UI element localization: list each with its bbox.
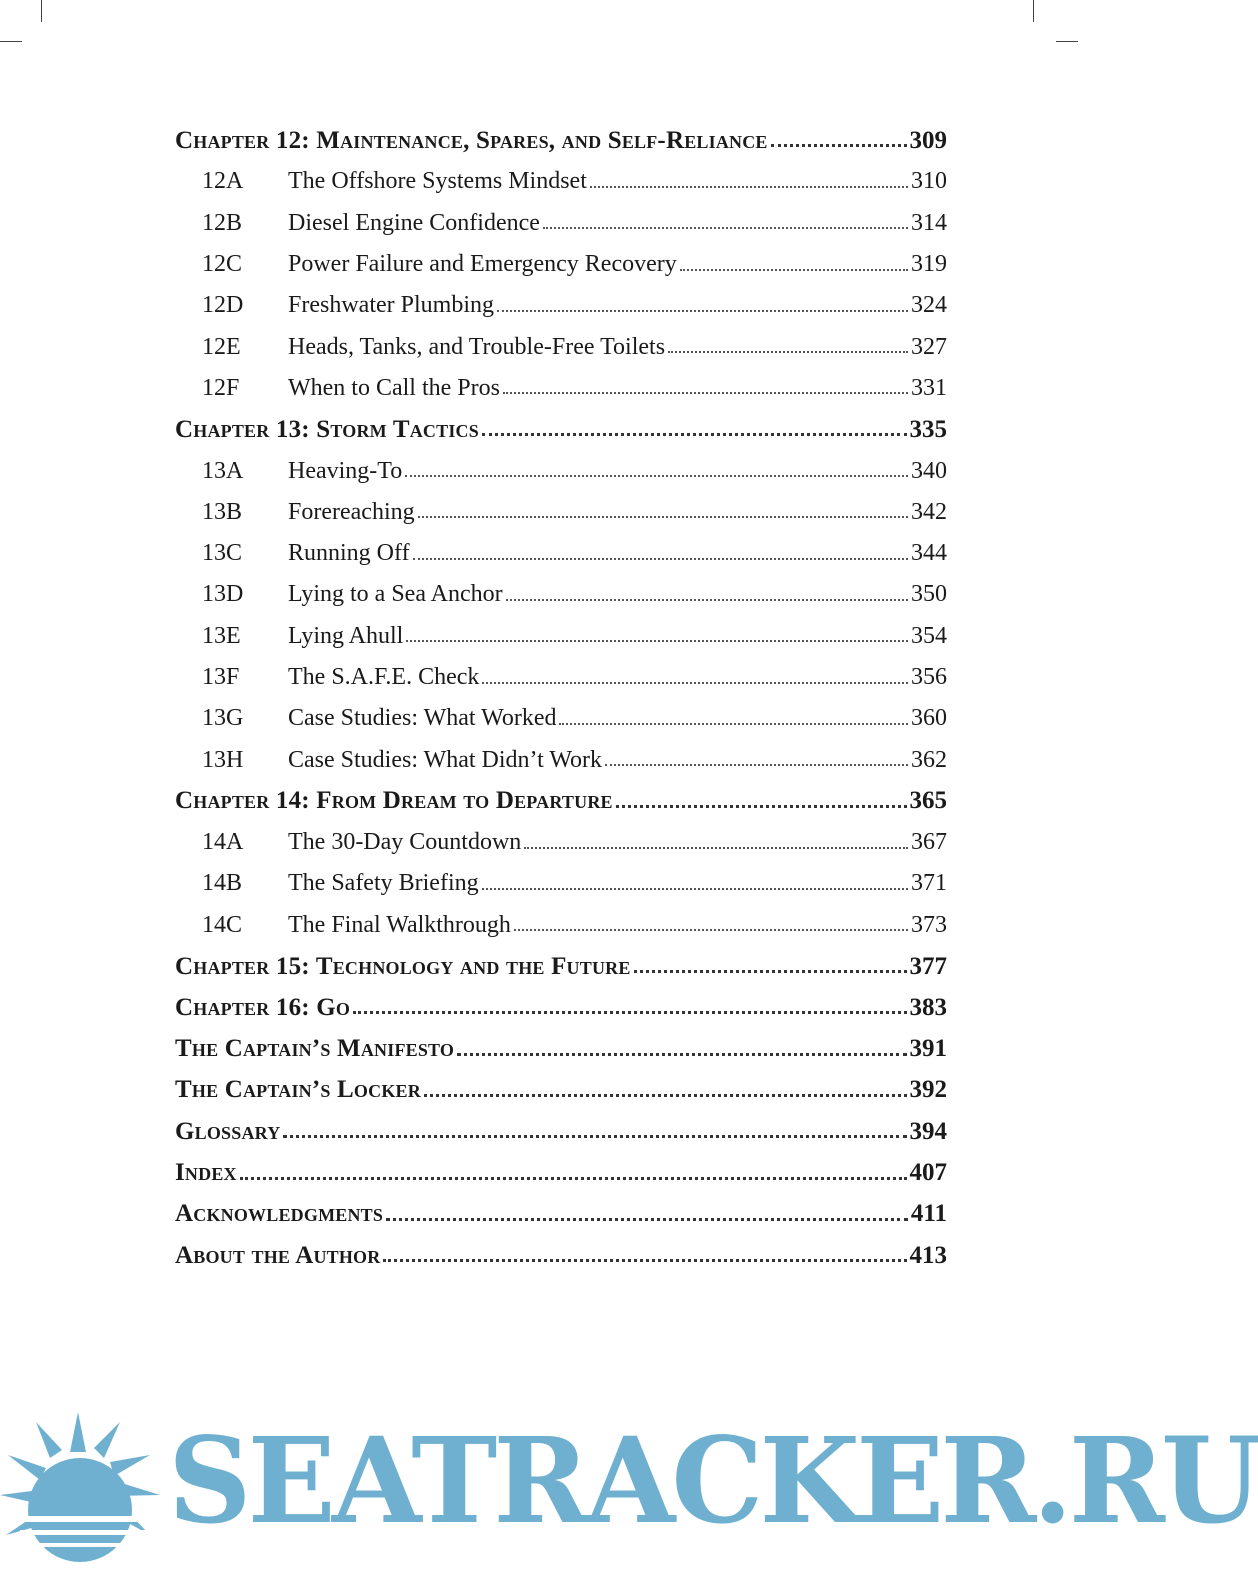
section-code: 14B (202, 870, 243, 897)
page-number: 407 (909, 1159, 947, 1187)
section-code: 13A (202, 457, 244, 484)
page-number: 335 (909, 415, 947, 443)
toc-section-entry[interactable] (175, 368, 947, 409)
page-number: 340 (911, 457, 947, 484)
toc-section-entry[interactable] (175, 285, 947, 326)
dot-leader (680, 269, 908, 271)
entry-title: Acknowledgments (175, 1200, 384, 1228)
section-code: 14A (202, 829, 244, 856)
dot-leader (514, 929, 908, 931)
sun-logo-icon (0, 1400, 170, 1573)
page-number: 362 (911, 746, 947, 773)
entry-title: Lying to a Sea Anchor (288, 581, 503, 608)
table-of-contents (175, 120, 947, 1276)
entry-title: Running Off (288, 540, 410, 567)
crop-mark (1056, 41, 1078, 42)
dot-leader (616, 805, 907, 808)
dot-leader (482, 682, 908, 684)
page-number: 411 (910, 1200, 947, 1228)
dot-leader (405, 475, 908, 477)
toc-section-entry[interactable] (175, 450, 947, 491)
page-number: 319 (911, 251, 947, 278)
toc-section-entry[interactable] (175, 492, 947, 533)
entry-title: The Captain’s Manifesto (175, 1035, 455, 1063)
dot-leader (503, 392, 908, 394)
entry-title: The S.A.F.E. Check (288, 664, 480, 690)
dot-leader (506, 599, 908, 601)
entry-title: Chapter 12: Maintenance, Spares, and Self-Reliance (175, 126, 768, 154)
toc-chapter-entry[interactable] (175, 120, 947, 161)
entry-title: Heaving-To (288, 457, 403, 484)
section-code: 13C (202, 540, 243, 567)
crop-mark (41, 0, 42, 22)
dot-leader (353, 1011, 906, 1014)
toc-chapter-entry[interactable] (175, 946, 947, 987)
dot-leader (482, 888, 908, 890)
entry-title: Chapter 15: Technology and the Future (175, 952, 631, 980)
toc-chapter-entry[interactable] (175, 1152, 947, 1193)
page-number: 354 (911, 622, 947, 649)
section-code: 13G (202, 705, 244, 732)
toc-chapter-entry[interactable] (175, 409, 947, 450)
page-number: 360 (911, 705, 947, 732)
section-code: 12C (202, 251, 243, 278)
page-number: 367 (911, 829, 947, 856)
crop-mark (1033, 0, 1034, 22)
page-number: 314 (911, 209, 947, 236)
page-number: 371 (911, 870, 947, 897)
crop-mark (0, 41, 22, 42)
section-code: 13E (202, 622, 241, 649)
entry-title: Lying Ahull (288, 622, 404, 649)
toc-chapter-entry[interactable] (175, 1111, 947, 1152)
toc-chapter-entry[interactable] (175, 1194, 947, 1235)
page-number: 327 (911, 333, 947, 360)
page-number: 392 (909, 1076, 947, 1104)
entry-title: The Final Walkthrough (288, 911, 511, 938)
entry-title: Chapter 13: Storm Tactics (175, 415, 479, 443)
section-code: 14C (202, 911, 243, 938)
toc-section-entry[interactable] (175, 203, 947, 244)
section-code: 12F (202, 374, 240, 401)
page-number: 331 (911, 374, 947, 401)
dot-leader (634, 970, 907, 973)
watermark (0, 1400, 1258, 1573)
entry-title: The Offshore Systems Mindset (288, 168, 587, 195)
page-number: 324 (911, 292, 947, 319)
page-number: 309 (909, 126, 947, 154)
dot-leader (559, 723, 908, 725)
toc-section-entry[interactable] (175, 739, 947, 780)
entry-title: The 30-Day Countdown (288, 829, 522, 856)
entry-title: Heads, Tanks, and Trouble-Free Toilets (288, 333, 666, 360)
entry-title: Diesel Engine Confidence (288, 209, 540, 236)
dot-leader (497, 310, 908, 312)
dot-leader (386, 1218, 908, 1221)
entry-title: About the Author (175, 1241, 381, 1269)
dot-leader (605, 764, 908, 766)
page-number: 413 (909, 1241, 947, 1269)
entry-title: Glossary (175, 1117, 281, 1145)
toc-section-entry[interactable] (175, 657, 947, 698)
section-code: 12B (202, 209, 243, 236)
section-code: 13D (202, 581, 244, 608)
dot-leader (668, 351, 908, 353)
section-code: 13F (202, 664, 240, 690)
section-code: 12E (202, 333, 241, 360)
entry-title: Freshwater Plumbing (288, 292, 494, 319)
page-number: 394 (909, 1117, 947, 1145)
watermark-text: SEATRACKER.RU (168, 1411, 1258, 1550)
page-number: 350 (911, 581, 947, 608)
toc-section-entry[interactable] (175, 822, 947, 863)
page-number: 342 (911, 498, 947, 525)
page-number: 373 (911, 911, 947, 938)
section-code: 12D (202, 292, 244, 319)
page-number: 383 (909, 993, 947, 1021)
entry-title: Chapter 16: Go (175, 993, 351, 1021)
toc-chapter-entry[interactable] (175, 1235, 947, 1276)
toc-section-entry[interactable] (175, 905, 947, 946)
toc-chapter-entry[interactable] (175, 1070, 947, 1111)
toc-chapter-entry[interactable] (175, 1029, 947, 1070)
dot-leader (590, 186, 908, 188)
dot-leader (524, 847, 908, 849)
page-number: 310 (911, 168, 947, 195)
toc-section-entry[interactable] (175, 161, 947, 202)
entry-title: Chapter 14: From Dream to Departure (175, 787, 613, 815)
toc-section-entry[interactable] (175, 244, 947, 285)
dot-leader (383, 1259, 906, 1262)
toc-chapter-entry[interactable] (175, 987, 947, 1028)
entry-title: When to Call the Pros (288, 374, 500, 401)
dot-leader (413, 558, 908, 560)
dot-leader (771, 144, 907, 147)
dot-leader (283, 1135, 906, 1138)
entry-title: The Safety Briefing (288, 870, 479, 897)
toc-section-entry[interactable] (175, 616, 947, 657)
dot-leader (418, 516, 908, 518)
entry-title: Case Studies: What Worked (288, 705, 557, 732)
entry-title: Power Failure and Emergency Recovery (288, 251, 677, 278)
dot-leader (424, 1094, 907, 1097)
page-number: 356 (911, 664, 947, 690)
dot-leader (457, 1053, 906, 1056)
entry-title: Index (175, 1159, 237, 1187)
toc-section-entry[interactable] (175, 863, 947, 904)
page-number: 365 (909, 787, 947, 815)
toc-section-entry[interactable] (175, 698, 947, 739)
dot-leader (482, 433, 907, 436)
entry-title: The Captain’s Locker (175, 1076, 421, 1104)
dot-leader (240, 1177, 907, 1180)
dot-leader (406, 640, 908, 642)
section-code: 12A (202, 168, 244, 195)
page-number: 377 (909, 952, 947, 980)
entry-title: Forereaching (288, 498, 415, 525)
section-code: 13B (202, 498, 243, 525)
toc-chapter-entry[interactable] (175, 781, 947, 822)
entry-title: Case Studies: What Didn’t Work (288, 746, 603, 773)
toc-section-entry[interactable] (175, 326, 947, 367)
toc-section-entry[interactable] (175, 574, 947, 615)
toc-section-entry[interactable] (175, 533, 947, 574)
dot-leader (543, 227, 908, 229)
section-code: 13H (202, 746, 244, 773)
page-number: 344 (911, 540, 947, 567)
page-number: 391 (909, 1035, 947, 1063)
